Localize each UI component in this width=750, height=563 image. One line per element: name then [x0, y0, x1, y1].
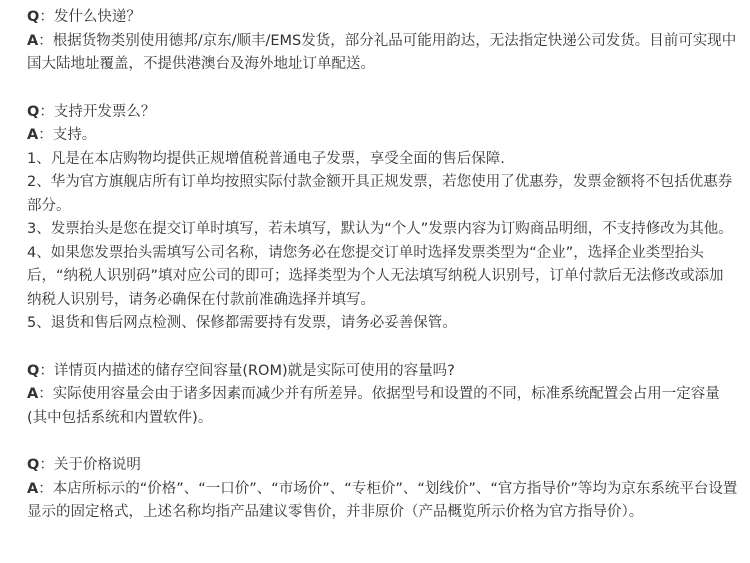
question-prefix: Q — [27, 9, 40, 25]
answer-line — [27, 383, 738, 430]
question-prefix: Q — [27, 362, 40, 379]
answer-text: ：实际使用容量会由于诸多因素而减少并有所差异。依据型号和设置的不同，标准系统配置会占用一定容量(其中包括系统和内置软件)。 — [27, 386, 720, 426]
question-line — [27, 454, 738, 478]
answer-point: 1、凡是在本店购物均提供正规增值税普通电子发票，享受全面的售后保障. — [27, 150, 505, 167]
answer-line — [27, 30, 738, 77]
question-prefix: Q — [27, 457, 40, 473]
question-text: ：支持开发票么？ — [39, 103, 156, 120]
answer-text: ：根据货物类别使用德邦/京东/顺丰/EMS发货，部分礼品可能用韵达，无法指定快递公司发货。目前可实现中国大陆地址覆盖，不提供港澳台及海外地址订单配送。 — [27, 32, 737, 72]
answer-prefix: A — [27, 127, 39, 143]
answer-point: 2、华为官方旗舰店所有订单均按照实际付款金额开具正规发票，若您使用了优惠券，发票金额将不包括优惠券部分。 — [27, 174, 733, 214]
answer-text: ：本店所标示的“价格”、“一口价”、“市场价”、“专柜价”、“划线价”、“官方指导价”等均为京东系统平台设置显示的固定格式，上述名称均指产品建议零售价，并非原价（产品概览所示价格为官方指导价）。 — [27, 480, 738, 520]
answer-prefix: A — [27, 32, 39, 49]
question-line — [27, 6, 738, 30]
question-text: ：关于价格说明 — [39, 457, 141, 473]
answer-line — [27, 478, 738, 525]
faq-item-storage — [27, 360, 738, 431]
answer-line — [27, 124, 738, 148]
answer-text: ：支持。 — [38, 127, 97, 143]
question-line — [27, 101, 738, 125]
question-prefix: Q — [27, 103, 40, 120]
question-text: ：发什么快递？ — [39, 9, 141, 25]
answer-prefix: A — [27, 386, 39, 402]
faq-item-invoice — [27, 101, 738, 336]
answer-point: 3、发票抬头是您在提交订单时填写，若未填写，默认为“个人”发票内容为订购商品明细，不支持修改为其他。 — [27, 221, 733, 237]
answer-prefix: A — [27, 480, 39, 497]
question-line — [27, 360, 738, 384]
faq-item-price — [27, 454, 738, 525]
answer-point: 5、退货和售后网点检测、保修都需要持有发票，请务必妥善保管。 — [27, 315, 457, 331]
question-text: ：详情页内描述的储存空间容量(ROM)就是实际可使用的容量吗? — [39, 362, 455, 379]
answer-point: 4、如果您发票抬头需填写公司名称，请您务必在您提交订单时选择发票类型为“企业”，选择企业类型抬头后，“纳税人识别码”填对应公司的即可；选择类型为个人无法填写纳税人识别号，订单付款后无法修改或添加纳税人识别号，请务必确保在付款前准确选择并填写。 — [27, 244, 724, 308]
faq-item-shipping — [27, 6, 738, 77]
